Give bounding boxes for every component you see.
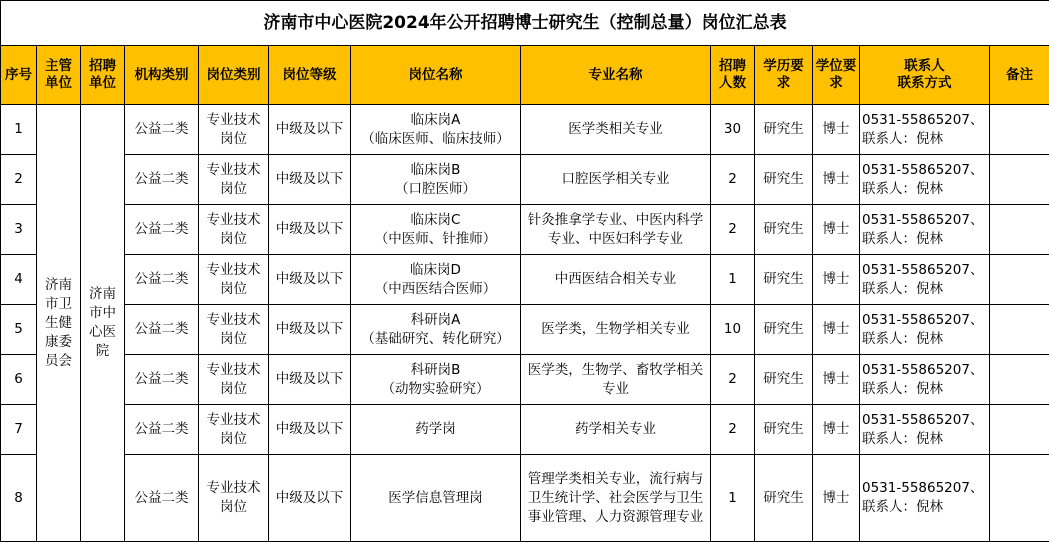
header-major: 专业名称	[521, 46, 711, 105]
cell-post-name: 临床岗B （口腔医师）	[351, 155, 521, 205]
cell-post-name: 临床岗C （中医师、针推师）	[351, 205, 521, 255]
cell-post-name: 科研岗B （动物实验研究）	[351, 355, 521, 405]
cell-degree: 博士	[813, 105, 860, 155]
cell-remark	[990, 355, 1049, 405]
cell-no: 3	[1, 205, 37, 255]
cell-post-level: 中级及以下	[269, 155, 351, 205]
cell-degree: 博士	[813, 155, 860, 205]
cell-post-type: 专业技术岗位	[199, 205, 269, 255]
cell-post-type: 专业技术岗位	[199, 455, 269, 542]
table-header	[1, 46, 1049, 105]
table-row	[1, 305, 1049, 355]
cell-count: 10	[711, 305, 755, 355]
cell-org-type: 公益二类	[125, 305, 199, 355]
cell-post-name: 科研岗A （基础研究、转化研究）	[351, 305, 521, 355]
cell-remark	[990, 255, 1049, 305]
header-post-level: 岗位等级	[269, 46, 351, 105]
header-unit: 招聘单位	[81, 46, 125, 105]
cell-post-level: 中级及以下	[269, 305, 351, 355]
cell-post-type: 专业技术岗位	[199, 355, 269, 405]
cell-edu: 研究生	[755, 455, 813, 542]
cell-count: 2	[711, 355, 755, 405]
cell-org-type: 公益二类	[125, 405, 199, 455]
cell-post-type: 专业技术岗位	[199, 255, 269, 305]
cell-remark	[990, 105, 1049, 155]
cell-post-name: 临床岗D （中西医结合医师）	[351, 255, 521, 305]
cell-remark	[990, 205, 1049, 255]
cell-remark	[990, 155, 1049, 205]
cell-count: 30	[711, 105, 755, 155]
cell-post-level: 中级及以下	[269, 355, 351, 405]
cell-post-level: 中级及以下	[269, 405, 351, 455]
header-no: 序号	[1, 46, 37, 105]
cell-edu: 研究生	[755, 305, 813, 355]
cell-no: 4	[1, 255, 37, 305]
cell-degree: 博士	[813, 405, 860, 455]
cell-post-type: 专业技术岗位	[199, 405, 269, 455]
cell-count: 2	[711, 155, 755, 205]
header-edu: 学历要求	[755, 46, 813, 105]
cell-post-type: 专业技术岗位	[199, 305, 269, 355]
cell-post-type: 专业技术岗位	[199, 105, 269, 155]
cell-no: 5	[1, 305, 37, 355]
cell-post-name: 药学岗	[351, 405, 521, 455]
cell-contact: 0531-55865207、 联系人：倪林	[860, 355, 990, 405]
cell-post-name: 医学信息管理岗	[351, 455, 521, 542]
cell-remark	[990, 305, 1049, 355]
cell-org-type: 公益二类	[125, 355, 199, 405]
cell-post-level: 中级及以下	[269, 255, 351, 305]
cell-count: 1	[711, 255, 755, 305]
cell-degree: 博士	[813, 255, 860, 305]
cell-org-type: 公益二类	[125, 255, 199, 305]
cell-major: 管理学类相关专业，流行病与卫生统计学、社会医学与卫生事业管理、人力资源管理专业	[521, 455, 711, 542]
table-row	[1, 455, 1049, 542]
cell-no: 1	[1, 105, 37, 155]
table-row	[1, 405, 1049, 455]
cell-no: 7	[1, 405, 37, 455]
cell-edu: 研究生	[755, 355, 813, 405]
cell-major: 医学类相关专业	[521, 105, 711, 155]
table-row	[1, 255, 1049, 305]
cell-dept: 济南市卫生健康委员会	[37, 105, 81, 542]
cell-major: 药学相关专业	[521, 405, 711, 455]
header-count: 招聘人数	[711, 46, 755, 105]
cell-org-type: 公益二类	[125, 205, 199, 255]
header-contact: 联系人 联系方式	[860, 46, 990, 105]
cell-contact: 0531-55865207、 联系人：倪林	[860, 255, 990, 305]
cell-unit: 济南市中心医院	[81, 105, 125, 542]
header-remark: 备注	[990, 46, 1049, 105]
cell-org-type: 公益二类	[125, 105, 199, 155]
cell-no: 8	[1, 455, 37, 542]
cell-no: 6	[1, 355, 37, 405]
cell-degree: 博士	[813, 205, 860, 255]
header-degree: 学位要求	[813, 46, 860, 105]
cell-post-level: 中级及以下	[269, 205, 351, 255]
cell-org-type: 公益二类	[125, 455, 199, 542]
cell-major: 口腔医学相关专业	[521, 155, 711, 205]
cell-degree: 博士	[813, 305, 860, 355]
cell-post-level: 中级及以下	[269, 105, 351, 155]
cell-no: 2	[1, 155, 37, 205]
cell-edu: 研究生	[755, 405, 813, 455]
cell-org-type: 公益二类	[125, 155, 199, 205]
table-row	[1, 105, 1049, 155]
table-row	[1, 155, 1049, 205]
cell-contact: 0531-55865207、 联系人：倪林	[860, 105, 990, 155]
cell-major: 医学类，生物学相关专业	[521, 305, 711, 355]
header-dept: 主管单位	[37, 46, 81, 105]
header-post-name: 岗位名称	[351, 46, 521, 105]
cell-contact: 0531-55865207、 联系人：倪林	[860, 155, 990, 205]
cell-degree: 博士	[813, 455, 860, 542]
table-row	[1, 355, 1049, 405]
cell-contact: 0531-55865207、 联系人：倪林	[860, 455, 990, 542]
header-post-type: 岗位类别	[199, 46, 269, 105]
cell-remark	[990, 455, 1049, 542]
cell-post-name: 临床岗A （临床医师、临床技师）	[351, 105, 521, 155]
cell-edu: 研究生	[755, 155, 813, 205]
table-row	[1, 205, 1049, 255]
cell-degree: 博士	[813, 355, 860, 405]
cell-post-type: 专业技术岗位	[199, 155, 269, 205]
cell-edu: 研究生	[755, 255, 813, 305]
cell-count: 2	[711, 405, 755, 455]
cell-contact: 0531-55865207、 联系人：倪林	[860, 205, 990, 255]
cell-edu: 研究生	[755, 105, 813, 155]
cell-contact: 0531-55865207、 联系人：倪林	[860, 405, 990, 455]
cell-post-level: 中级及以下	[269, 455, 351, 542]
cell-count: 2	[711, 205, 755, 255]
header-org-type: 机构类别	[125, 46, 199, 105]
cell-contact: 0531-55865207、 联系人：倪林	[860, 305, 990, 355]
cell-edu: 研究生	[755, 205, 813, 255]
cell-count: 1	[711, 455, 755, 542]
cell-major: 医学类，生物学、畜牧学相关专业	[521, 355, 711, 405]
cell-major: 针灸推拿学专业、中医内科学专业、中医妇科学专业	[521, 205, 711, 255]
cell-major: 中西医结合相关专业	[521, 255, 711, 305]
cell-remark	[990, 405, 1049, 455]
page-title: 济南市中心医院2024年公开招聘博士研究生（控制总量）岗位汇总表	[1, 1, 1049, 46]
